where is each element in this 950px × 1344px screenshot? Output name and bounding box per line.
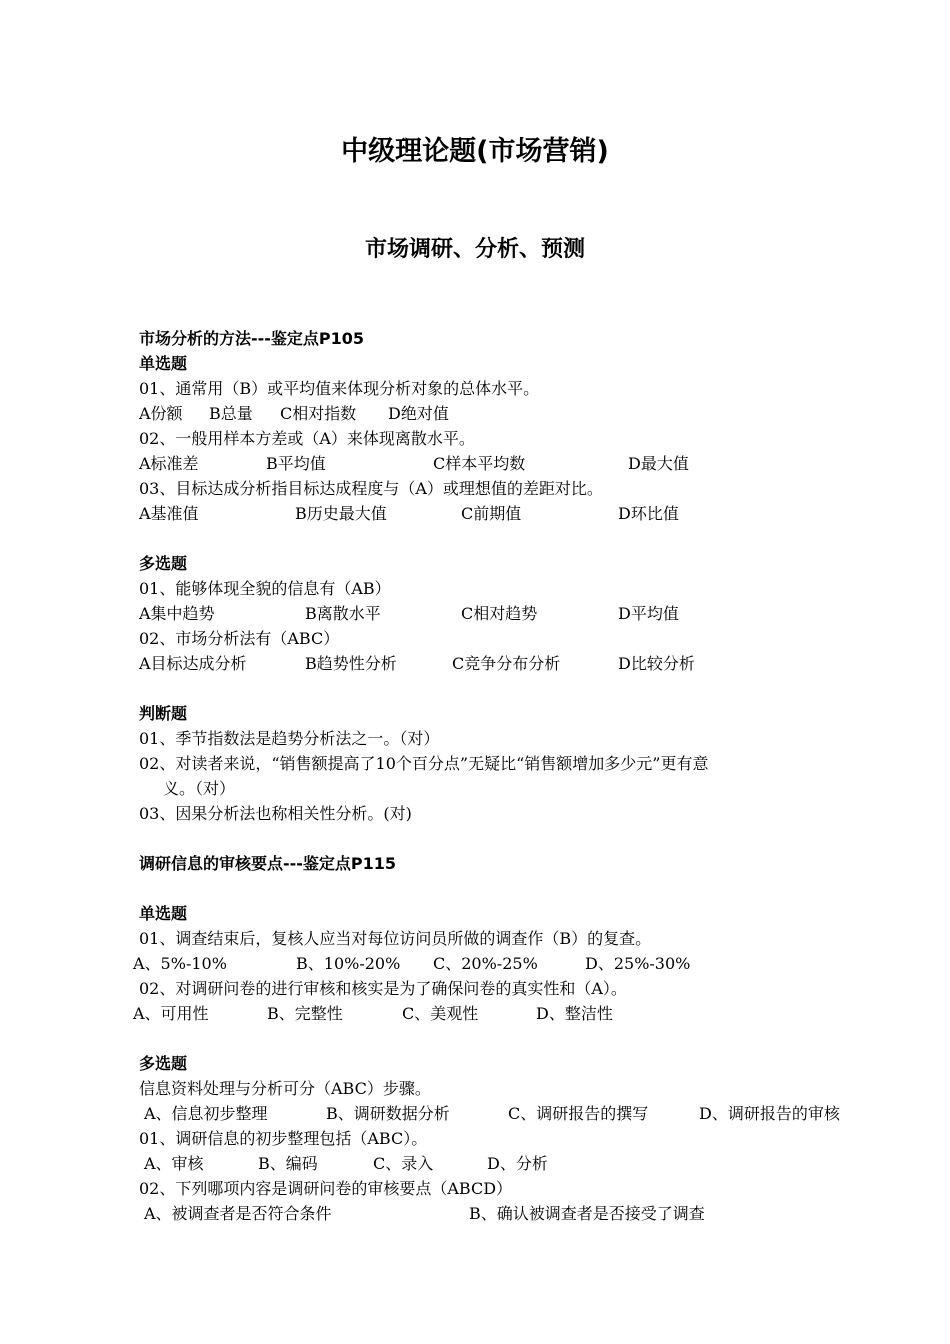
option: B离散水平 (305, 604, 381, 623)
spacer (139, 826, 869, 851)
option: D环比值 (618, 504, 679, 523)
question-text: 02、对调研问卷的进行审核和核实是为了确保问卷的真实性和（A）。 (139, 979, 627, 998)
option: A、信息初步整理 (144, 1104, 268, 1123)
question-text: 01、调查结束后，复核人应当对每位访问员所做的调查作（B）的复查。 (139, 929, 652, 948)
option-row (133, 1001, 869, 1026)
option: C、调研报告的撰写 (508, 1104, 649, 1123)
option: C竞争分布分析 (452, 654, 561, 673)
option: B总量 (209, 404, 253, 423)
option: B、确认被调查者是否接受了调查 (469, 1204, 705, 1223)
option-row (139, 1151, 869, 1176)
option: B趋势性分析 (305, 654, 397, 673)
option-row (139, 1201, 869, 1226)
question-type-label: 单选题 (139, 354, 188, 373)
option: A标准差 (139, 454, 199, 473)
question-text: 信息资料处理与分析可分（ABC）步骤。 (139, 1079, 431, 1098)
option: D、整洁性 (536, 1004, 613, 1023)
option: C、20%-25% (433, 954, 538, 973)
option: A、审核 (144, 1154, 204, 1173)
option: B、完整性 (267, 1004, 343, 1023)
option: D平均值 (618, 604, 679, 623)
option: C、美观性 (402, 1004, 479, 1023)
option: C相对趋势 (461, 604, 538, 623)
document-body (133, 326, 869, 1226)
option: D最大值 (628, 454, 689, 473)
question-text: 02、对读者来说，“销售额提高了10个百分点”无疑比“销售额增加多少元”更有意 (139, 754, 709, 773)
option: C样本平均数 (433, 454, 526, 473)
question-type-label: 单选题 (139, 904, 188, 923)
question-text: 02、市场分析法有（ABC） (139, 629, 340, 648)
question-text: 03、目标达成分析指目标达成程度与（A）或理想值的差距对比。 (139, 479, 603, 498)
option: A目标达成分析 (139, 654, 247, 673)
question-text-continued: 义。（对） (163, 779, 236, 798)
question-text: 01、能够体现全貌的信息有（AB） (139, 579, 391, 598)
option-row (139, 651, 869, 676)
option: B历史最大值 (295, 504, 387, 523)
question-text: 01、季节指数法是趋势分析法之一。（对） (139, 729, 440, 748)
section-heading: 市场分析的方法---鉴定点P105 (139, 329, 365, 348)
option: A份额 (139, 404, 183, 423)
option-row (139, 1101, 869, 1126)
option-row (139, 451, 869, 476)
question-type-label: 多选题 (139, 1054, 188, 1073)
option: D、分析 (487, 1154, 548, 1173)
option: B、编码 (258, 1154, 318, 1173)
option: A、可用性 (133, 1004, 209, 1023)
option-row (139, 601, 869, 626)
option: B平均值 (266, 454, 326, 473)
option: D绝对值 (388, 404, 449, 423)
option: A基准值 (139, 504, 199, 523)
option: B、10%-20% (296, 954, 401, 973)
option: A、被调查者是否符合条件 (144, 1204, 332, 1223)
question-text: 03、因果分析法也称相关性分析。(对) (139, 804, 412, 823)
spacer (139, 526, 869, 551)
option: A集中趋势 (139, 604, 215, 623)
question-type-label: 多选题 (139, 554, 188, 573)
document-subtitle: 市场调研、分析、预测 (364, 237, 585, 262)
option: D、25%-30% (585, 954, 691, 973)
spacer (139, 676, 869, 701)
document-title: 中级理论题(市场营销) (341, 136, 609, 167)
question-type-label: 判断题 (139, 704, 188, 723)
spacer (139, 876, 869, 901)
question-text: 02、一般用样本方差或（A）来体现离散水平。 (139, 429, 475, 448)
option: C相对指数 (280, 404, 357, 423)
option: D、调研报告的审核 (699, 1104, 840, 1123)
option: C前期值 (461, 504, 522, 523)
spacer (139, 1026, 869, 1051)
option: A、5%-10% (133, 954, 227, 973)
option: B、调研数据分析 (326, 1104, 450, 1123)
option: D比较分析 (618, 654, 695, 673)
question-text: 01、通常用（B）或平均值来体现分析对象的总体水平。 (139, 379, 540, 398)
question-text: 01、调研信息的初步整理包括（ABC）。 (139, 1129, 428, 1148)
option-row (139, 401, 869, 426)
option-row (139, 501, 869, 526)
option: C、录入 (373, 1154, 434, 1173)
section-heading: 调研信息的审核要点---鉴定点P115 (139, 854, 397, 873)
option-row (133, 951, 869, 976)
question-text: 02、下列哪项内容是调研问卷的审核要点（ABCD） (139, 1179, 513, 1198)
